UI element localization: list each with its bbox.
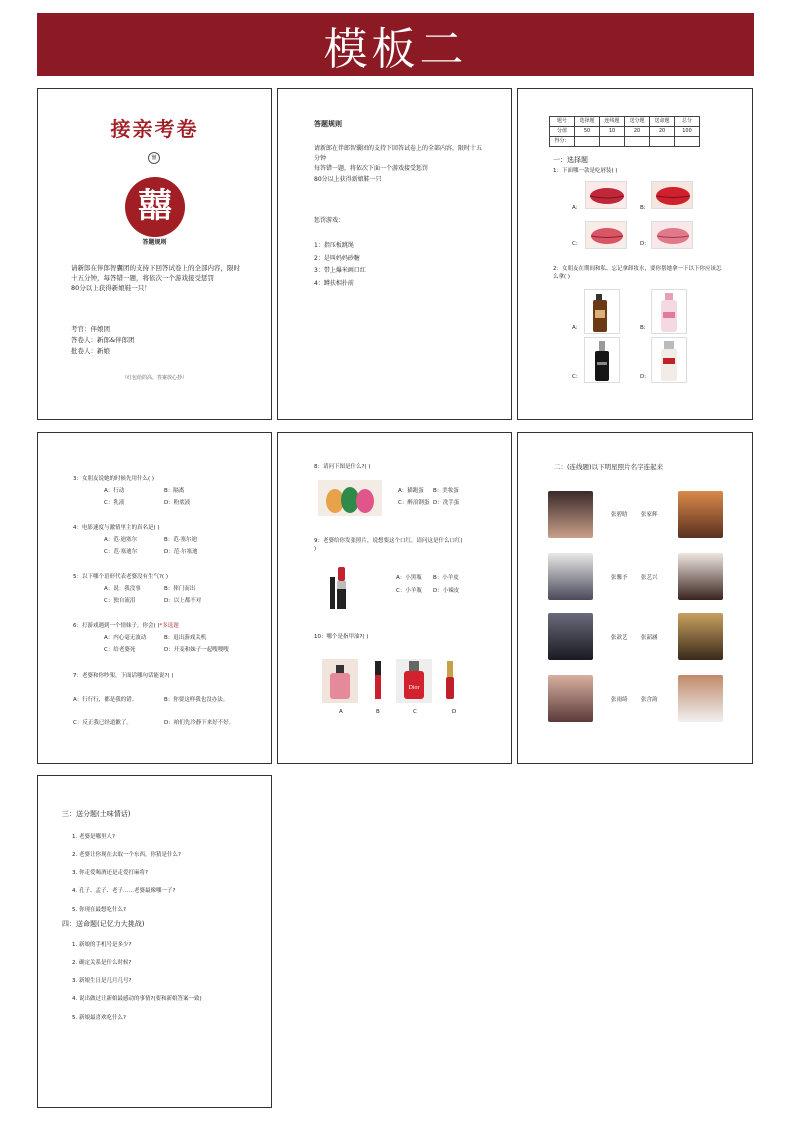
penalty-list — [314, 240, 366, 290]
star-name: 张歆艺 — [611, 635, 628, 641]
score-cell: 10 — [600, 127, 625, 137]
skincare-image-c — [584, 337, 620, 383]
option: D：小辣皮 — [433, 588, 460, 594]
option: D：洗手蛋 — [433, 500, 460, 506]
option: B：范·塞尔迪 — [164, 537, 198, 543]
option-label: C: — [572, 241, 578, 247]
star-name: 张碧晗 — [611, 512, 628, 518]
star-name: 张雨绮 — [611, 697, 628, 703]
option: D：开麦和妹子一起嗖嗖嗖 — [164, 647, 229, 653]
lips-image-c — [585, 221, 627, 249]
option: B：退出游戏关机 — [164, 635, 207, 641]
question-6 — [73, 622, 179, 630]
question-6-text: 6：打游戏遇到一个情妹子，你会( ) — [73, 623, 160, 629]
question-2: 2：女朋友在期间和私、忘记拿卸妆水，要你帮她拿一下以下你应该怎么拿( ) — [553, 266, 722, 281]
multi-select-note: *多选题 — [159, 623, 179, 629]
star-photo[interactable] — [548, 553, 593, 600]
page-choice-1[interactable] — [517, 88, 753, 420]
option: D：咱们先冷静下来好不好。 — [164, 720, 235, 726]
option-label: B: — [640, 205, 646, 211]
option: C：独自流泪 — [104, 598, 136, 604]
option: B：隔离 — [164, 488, 185, 494]
score-cell: 送命题 — [650, 117, 675, 127]
cover-footer: （红包给的高，答案放心抄） — [121, 375, 187, 381]
score-cell: 50 — [575, 127, 600, 137]
skincare-image-a — [584, 289, 620, 334]
product-image-c — [396, 659, 432, 703]
option: D：以上都不对 — [164, 598, 202, 604]
score-cell: 总分 — [675, 117, 700, 127]
score-cell: 100 — [675, 127, 700, 137]
star-name: 张含韵 — [641, 697, 658, 703]
star-photo[interactable] — [678, 613, 723, 660]
option: C：范·塞迪尔 — [104, 549, 138, 555]
star-name: 张韶涵 — [641, 635, 658, 641]
list-item: 3. 新娘生日是几月几号? — [72, 978, 132, 985]
penalty-item: 3：带上爆米画口红 — [314, 267, 366, 275]
section1-title: 一：选择题 — [553, 156, 588, 164]
question-5: 5：以下哪个语形代表老婆没有生气?( ) — [73, 574, 168, 580]
list-item: 3. 你走爱喝酒还是走爱打麻将? — [72, 870, 148, 877]
question-9: 9：老婆给你发张照片，说想要这个口红，请问这是什么口红( ) — [314, 538, 463, 553]
option-label: D — [452, 709, 457, 715]
cover-title: 接亲考卷 — [110, 117, 199, 141]
star-photo[interactable] — [678, 675, 723, 722]
option: A：猫跑蛋 — [398, 488, 424, 494]
score-cell: 连线题 — [600, 117, 625, 127]
question-10: 10：哪个是指甲油?( ) — [314, 634, 369, 640]
list-item: 2. 老婆让你现在去取一个东西，你猜是什么? — [72, 852, 181, 859]
product-image-d — [440, 659, 460, 703]
option-label: C: — [572, 374, 578, 380]
header-banner — [37, 13, 754, 76]
star-photo[interactable] — [678, 491, 723, 538]
section3-list — [72, 828, 181, 919]
staff-list — [71, 324, 135, 357]
list-item: 4. 说出做过让新娘最感动的事情?(要和新娘答案一致) — [72, 996, 202, 1003]
rule-item: 每答错一题，将依次下面一个游戏接受惩罚 — [314, 165, 429, 173]
option: A：内心毫无波动 — [104, 635, 147, 641]
option: A：说：我没事 — [104, 586, 141, 592]
skincare-image-b — [651, 289, 687, 334]
penalty-title: 惩罚游戏： — [314, 217, 345, 224]
option-label: B: — [640, 325, 646, 331]
option: B：小羊皮 — [433, 575, 459, 581]
staff-answerer: 答卷人：新郎&伴郎团 — [71, 336, 135, 345]
page-matching[interactable] — [517, 432, 753, 764]
score-got-row — [550, 137, 700, 147]
score-cell: 分值 — [550, 127, 575, 137]
lips-image-a — [585, 181, 627, 209]
skincare-image-d — [651, 337, 687, 383]
page-bonus[interactable] — [37, 775, 272, 1108]
list-item: 1. 老婆是哪里人? — [72, 834, 115, 840]
score-cell: 20 — [625, 127, 650, 137]
rules-list — [314, 144, 484, 185]
option: C：反正我已经道歉了。 — [73, 720, 132, 726]
page-choice-3[interactable] — [277, 432, 512, 764]
option-label: D: — [640, 241, 647, 247]
option: B：摔门而出 — [164, 586, 196, 592]
cover-intro — [71, 263, 246, 293]
star-name: 张馨予 — [611, 575, 628, 581]
question-3: 3：女朋友说她的时候先用什么( ) — [73, 476, 155, 482]
star-photo[interactable] — [548, 491, 593, 538]
score-cell: 题号 — [550, 117, 575, 127]
section4-title: 四：送命题(记忆力大挑战) — [62, 920, 145, 928]
question-4: 4：电影速度与激情里主的真名是( ) — [73, 525, 160, 531]
option: D：范·尔塞迪 — [164, 549, 198, 555]
product-image-b — [368, 659, 388, 703]
list-item: 1. 新娘的手机号是多少? — [72, 942, 132, 948]
option: B：美妆蛋 — [433, 488, 459, 494]
option-label: C — [413, 709, 417, 715]
list-item: 5. 新娘最喜欢吃什么? — [72, 1014, 126, 1021]
penalty-item: 4：蹲扶相扑前 — [314, 279, 354, 287]
option: D：粉底液 — [164, 500, 191, 506]
star-name: 张家辉 — [641, 512, 658, 518]
score-values-row — [550, 127, 700, 137]
beauty-blender-image — [318, 480, 382, 516]
section4-list — [72, 936, 202, 1027]
option: A：行动 — [104, 488, 125, 494]
score-cell: 20 — [650, 127, 675, 137]
staff-examiner: 考官：伴娘团 — [71, 325, 110, 333]
page-cover[interactable] — [37, 88, 272, 420]
product-image-a — [322, 659, 358, 703]
score-cell: 送分题 — [625, 117, 650, 127]
penalty-item: 1：指压板跳绳 — [314, 242, 354, 249]
rules-title: 答题规则 — [314, 120, 342, 128]
question-1: 1：下面哪一款是吃唇装( ) — [553, 168, 618, 174]
intro-text: 请新郎在伴郎智囊团的支持下回答试卷上的全部内容，限时十五分钟，每答错一题，将依次一个游戏接受惩罚 — [71, 264, 240, 283]
score-header-row — [550, 117, 700, 127]
option: A：小黑瓶 — [396, 575, 422, 581]
option: C：乳液 — [104, 500, 125, 506]
banner-title: 模板二 — [323, 23, 468, 75]
cover-caption: 答题规则 — [142, 239, 167, 246]
question-7: 7：老婆和你吵架，下面话哪句话能说?( ) — [73, 673, 174, 679]
dior-label: Dior — [408, 685, 420, 691]
pass-line: 80分以上获得新娘鞋一只！ — [71, 284, 151, 293]
section3-title: 三：送分题(土味情话) — [62, 810, 131, 818]
question-8: 8：请问下图是什么?( ) — [314, 464, 371, 470]
star-name: 张艺兴 — [641, 575, 658, 581]
page-choice-2[interactable] — [37, 432, 272, 764]
lipstick-image — [324, 565, 358, 613]
option: B：你要这样我也没办法。 — [164, 697, 229, 703]
score-table — [549, 116, 700, 147]
matching-title: 二：(连线题)以下明星照片名字连起来 — [554, 463, 664, 471]
option: C：给老婆死 — [104, 647, 136, 653]
option: A：行行行，都是我的错。 — [73, 697, 138, 703]
star-photo[interactable] — [548, 613, 593, 660]
option: C：小羊瓶 — [396, 588, 422, 594]
page-rules[interactable] — [277, 88, 512, 420]
option-label: D: — [640, 374, 647, 380]
option-label: B — [376, 709, 380, 715]
option-label: A: — [572, 205, 578, 211]
list-item: 4. 孔子、孟子、老子……老婆最像哪一子? — [72, 888, 176, 895]
option: A：范·迪塞尔 — [104, 537, 138, 543]
score-cell: 选择题 — [575, 117, 600, 127]
double-happiness-emblem — [125, 177, 185, 237]
rule-item: 请新郎在伴郎智囊团的支持下回答试卷上的全部内容，限时十五分钟 — [314, 145, 483, 163]
option-label: A: — [572, 325, 578, 331]
penalty-item: 2：是叫妈妈砂糖 — [314, 254, 360, 262]
score-cell: 得分： — [550, 137, 575, 147]
double-happiness-char: 囍 — [138, 186, 172, 227]
lips-image-d — [651, 221, 693, 249]
lips-image-b — [651, 181, 693, 209]
option: C：醉浪钢蛋 — [398, 500, 430, 506]
rule-item: 80分以上获得新娘鞋一只 — [314, 175, 382, 183]
star-photo[interactable] — [678, 553, 723, 600]
seal-icon: 囍 — [148, 152, 160, 164]
list-item: 2. 确定关系是什么时候? — [72, 960, 132, 967]
list-item: 5. 你现在最想吃什么? — [72, 906, 126, 913]
staff-grader: 批卷人：新娘 — [71, 347, 110, 356]
star-photo[interactable] — [548, 675, 593, 722]
option-label: A — [339, 709, 343, 715]
